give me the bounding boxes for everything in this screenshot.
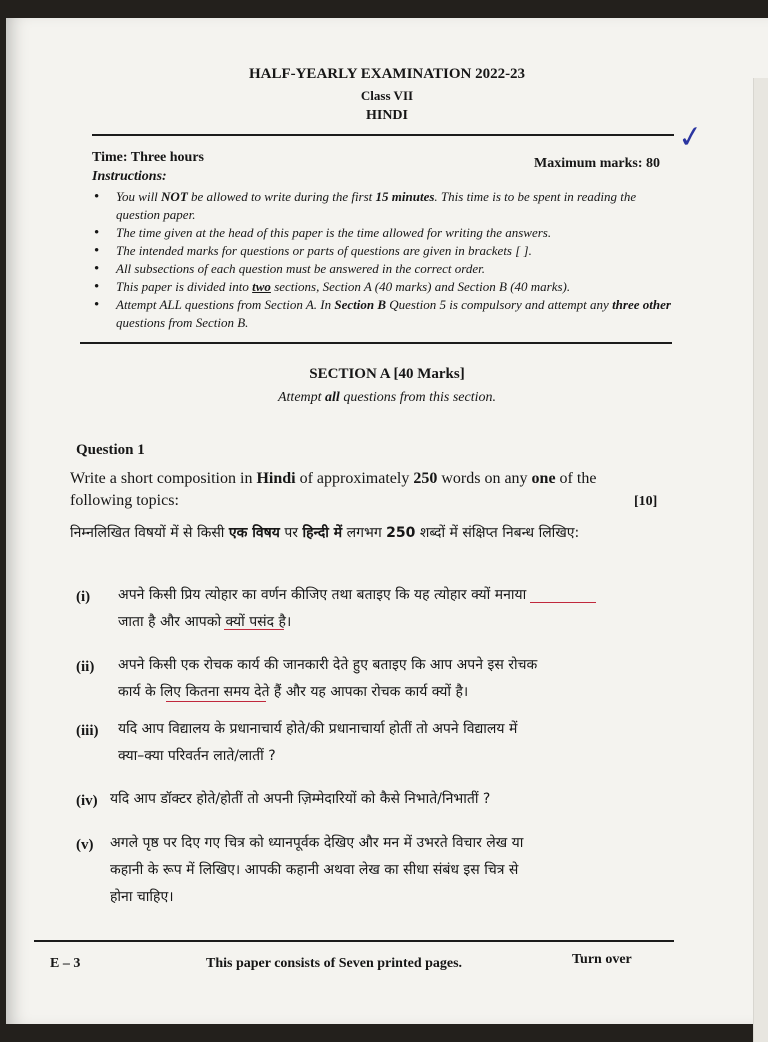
class-label: Class VII xyxy=(360,88,414,103)
instruction-item: • This paper is divided into two sections, Section A (40 marks) and Section B (40 marks). xyxy=(94,278,674,296)
option-line: यदि आप डॉक्टर होते/होतीं तो अपनी ज़िम्मेदारियों को कैसे निभाते/निभातीं ? xyxy=(110,791,491,807)
option-line: होना चाहिए। xyxy=(110,889,174,905)
question-1-title: Question 1 xyxy=(76,442,145,458)
option-number: (iii) xyxy=(76,723,99,739)
instruction-item: • Attempt ALL questions from Section A. In Section B Question 5 is compulsory and attempt any three other questions from Section B. xyxy=(94,296,674,332)
turn-over-label: Turn over xyxy=(572,952,632,967)
exam-title: HALF-YEARLY EXAMINATION 2022-23 xyxy=(248,66,526,82)
subject-label: HINDI xyxy=(365,108,408,123)
question-1-marks: [10] xyxy=(634,494,658,509)
instruction-item: • All subsections of each question must be answered in the correct order. xyxy=(94,260,674,278)
option-iv xyxy=(76,786,636,816)
instruction-item: • The time given at the head of this paper is the time allowed for writing the answers. xyxy=(94,224,674,242)
instructions-list xyxy=(94,188,674,332)
option-ii xyxy=(76,652,636,708)
option-line: अपने किसी प्रिय त्योहार का वर्णन कीजिए तथा बताइए कि यह त्योहार क्यों मनाया xyxy=(118,587,527,603)
option-line: अपने किसी एक रोचक कार्य की जानकारी देते हुए बताइए कि आप अपने इस रोचक xyxy=(118,657,538,673)
pen-underline xyxy=(530,602,596,603)
option-iii xyxy=(76,716,636,772)
max-marks-label: Maximum marks: 80 xyxy=(534,156,660,171)
paper-code: E – 3 xyxy=(50,956,81,971)
question-1-hindi: निम्नलिखित विषयों में से किसी एक विषय पर हिन्दी में लगभग 250 शब्दों में संक्षिप्त निबन्ध लिखिए: xyxy=(70,525,580,541)
instructions-divider xyxy=(80,342,672,344)
option-line: कार्य के लिए कितना समय देते हैं और यह आपका रोचक कार्य क्यों है। xyxy=(118,684,469,700)
option-number: (iv) xyxy=(76,793,98,809)
option-line: यदि आप विद्यालय के प्रधानाचार्य होते/की प्रधानाचार्या होतीं तो अपने विद्यालय में xyxy=(118,721,518,737)
option-i xyxy=(76,582,636,638)
time-label: Time: Three hours xyxy=(92,150,205,165)
page-count-note: This paper consists of Seven printed pages. xyxy=(206,956,463,971)
exam-paper-page xyxy=(6,18,768,1024)
option-line: जाता है और आपको क्यों पसंद है। xyxy=(118,614,292,630)
option-number: (v) xyxy=(76,837,94,853)
pen-underline xyxy=(166,701,266,702)
pen-underline xyxy=(224,629,284,630)
option-v xyxy=(76,830,636,914)
header-divider xyxy=(92,134,674,136)
option-number: (i) xyxy=(76,589,91,605)
question-1-english: Write a short composition in Hindi of approximately 250 words on any one of the following topics: xyxy=(70,470,597,509)
instruction-item: • The intended marks for questions or parts of questions are given in brackets [ ]. xyxy=(94,242,674,260)
paper-stack-edge xyxy=(753,78,768,1042)
option-line: क्या–क्या परिवर्तन लाते/लातीं ? xyxy=(118,748,276,764)
instruction-item: • You will NOT be allowed to write during the first 15 minutes. This time is to be spent in reading the question paper. xyxy=(94,188,674,224)
option-line: कहानी के रूप में लिखिए। आपकी कहानी अथवा लेख का सीधा संबंध इस चित्र से xyxy=(110,862,519,878)
section-a-subtitle: Attempt all questions from this section. xyxy=(277,390,497,405)
option-line: अगले पृष्ठ पर दिए गए चित्र को ध्यानपूर्वक देखिए और मन में उभरते विचार लेख या xyxy=(110,835,524,851)
check-mark-icon: ✓ xyxy=(675,118,706,157)
footer-divider xyxy=(34,940,674,942)
section-a-title: SECTION A [40 Marks] xyxy=(309,366,465,382)
instructions-label: Instructions: xyxy=(92,169,167,184)
option-number: (ii) xyxy=(76,659,95,675)
